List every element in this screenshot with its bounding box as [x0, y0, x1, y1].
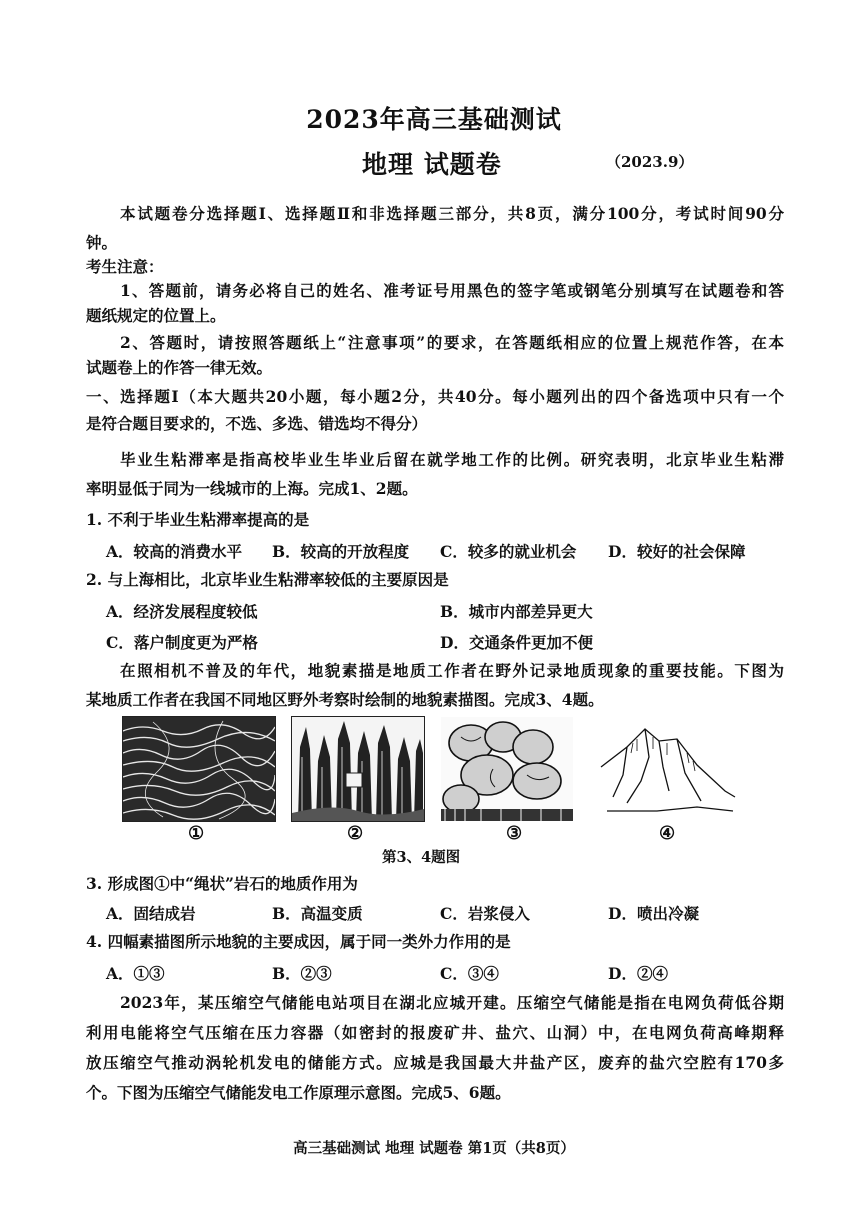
- question-1-option-a: A．较高的消费水平: [106, 542, 243, 561]
- question-2-option-c: C．落户制度更为严格: [106, 633, 258, 652]
- intro-line-1: 本试题卷分选择题Ⅰ、选择题Ⅱ和非选择题三部分，共8页，满分100分，考试时间90分: [120, 204, 784, 223]
- question-1-option-b: B．较高的开放程度: [272, 542, 410, 561]
- question-3-option-d: D．喷出冷凝: [608, 904, 699, 923]
- notice-title: 考生注意：: [86, 257, 164, 276]
- figure-label-3: ③: [506, 823, 523, 844]
- page-footer: 高三基础测试 地理 试题卷 第1页（共8页）: [293, 1140, 575, 1157]
- passage-3-line-4: 个。下图为压缩空气储能发电工作原理示意图。完成5、6题。: [86, 1083, 511, 1102]
- passage-1-line-1: 毕业生粘滞率是指高校毕业生毕业后留在就学地工作的比例。研究表明，北京毕业生粘滞: [120, 450, 784, 469]
- passage-3-line-3: 放压缩空气推动涡轮机发电的储能方式。应城是我国最大井盐产区，废弃的盐穴空腔有170多: [86, 1053, 784, 1072]
- page-subtitle: 地理 试题卷: [362, 150, 502, 179]
- section-1-header-line-2: 是符合题目要求的，不选、多选、错选均不得分）: [86, 414, 428, 433]
- sketch-glacial-peak: [596, 716, 738, 822]
- question-2-stem: 2. 与上海相比，北京毕业生粘滞率较低的主要原因是: [86, 570, 449, 589]
- question-3-option-a: A．固结成岩: [106, 904, 196, 923]
- question-3-option-c: C．岩浆侵入: [440, 904, 530, 923]
- question-2-option-a: A．经济发展程度较低: [106, 602, 258, 621]
- question-2-option-d: D．交通条件更加不便: [440, 633, 593, 652]
- passage-2-line-2: 某地质工作者在我国不同地区野外考察时绘制的地貌素描图。完成3、4题。: [86, 690, 604, 709]
- note-1-line-2: 题纸规定的位置上。: [86, 306, 226, 325]
- question-4-option-a: A．①③: [106, 964, 165, 983]
- section-1-header-line-1: 一、选择题Ⅰ（本大题共20小题，每小题2分，共40分。每小题列出的四个备选项中只有一个: [86, 387, 784, 406]
- passage-3-line-2: 利用电能将空气压缩在压力容器（如密封的报废矿井、盐穴、山洞）中，在电网负荷高峰期释: [86, 1023, 784, 1042]
- question-4-option-d: D．②④: [608, 964, 668, 983]
- question-1-option-c: C．较多的就业机会: [440, 542, 577, 561]
- exam-date: （2023.9）: [606, 153, 694, 171]
- intro-line-2: 钟。: [86, 233, 118, 252]
- figure-label-1: ①: [188, 823, 205, 844]
- question-3-option-b: B．高温变质: [272, 904, 363, 923]
- passage-1-line-2: 率明显低于同为一线城市的上海。完成1、2题。: [86, 479, 418, 498]
- question-2-option-b: B．城市内部差异更大: [440, 602, 593, 621]
- note-2-line-2: 试题卷上的作答一律无效。: [86, 358, 273, 377]
- passage-2-line-1: 在照相机不普及的年代，地貌素描是地质工作者在野外记录地质现象的重要技能。下图为: [120, 661, 784, 680]
- note-1-line-1: 1、答题前，请务必将自己的姓名、准考证号用黑色的签字笔或钢笔分别填写在试题卷和答: [120, 281, 784, 300]
- sketch-granite-boulders: [440, 716, 574, 822]
- question-4-option-b: B．②③: [272, 964, 332, 983]
- sketch-rope-lava: [122, 716, 276, 822]
- figure-caption: 第3、4题图: [382, 849, 461, 866]
- question-3-stem: 3. 形成图①中“绳状”岩石的地质作用为: [86, 874, 358, 893]
- passage-3-line-1: 2023年，某压缩空气储能电站项目在湖北应城开建。压缩空气储能是指在电网负荷低谷期: [120, 993, 784, 1012]
- figure-label-4: ④: [659, 823, 676, 844]
- question-4-option-c: C．③④: [440, 964, 499, 983]
- question-1-option-d: D．较好的社会保障: [608, 542, 746, 561]
- sketch-stone-forest: [291, 716, 425, 822]
- question-4-stem: 4. 四幅素描图所示地貌的主要成因，属于同一类外力作用的是: [86, 932, 511, 951]
- figure-label-2: ②: [347, 823, 364, 844]
- question-1-stem: 1. 不利于毕业生粘滞率提高的是: [86, 510, 310, 529]
- note-2-line-1: 2、答题时，请按照答题纸上“注意事项”的要求，在答题纸相应的位置上规范作答，在本: [120, 333, 784, 352]
- page-title: 2023年高三基础测试: [306, 105, 562, 134]
